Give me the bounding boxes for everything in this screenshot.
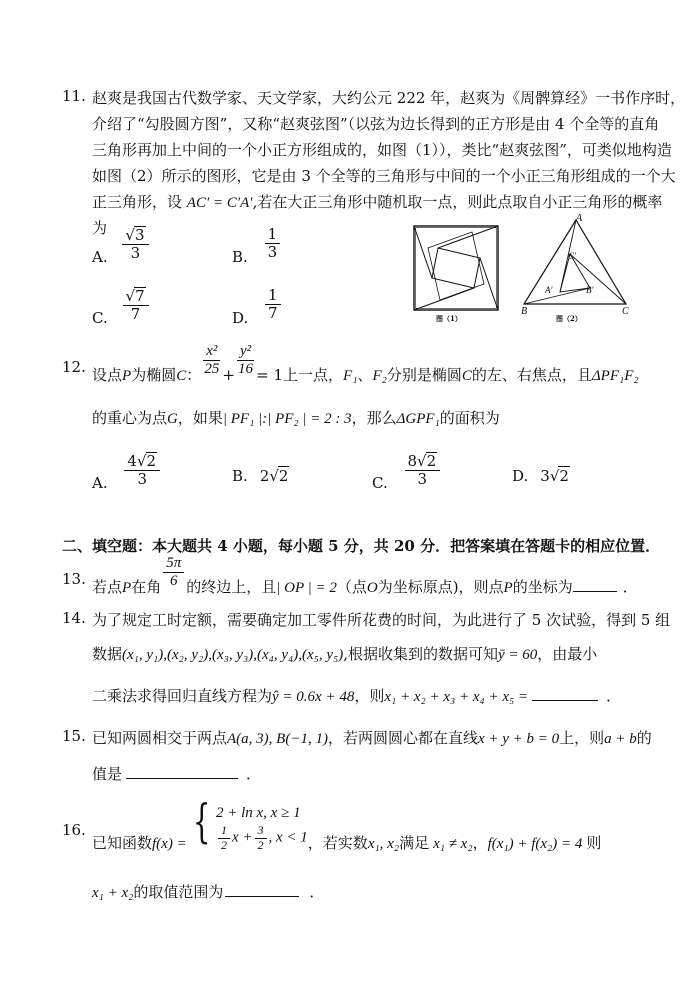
q14-number: 14. <box>62 609 86 627</box>
q11-line-5: 正三角形，设 AC′ = C′A′,若在大正三角形中随机取一点，则此点取自小正三角形的概率 <box>92 193 663 211</box>
q11-option-c: C. $\frac{√7}{7}$ <box>92 287 151 324</box>
q12-option-d: D. 3√2 <box>512 467 569 485</box>
q15-line-2: 值是 ． <box>92 765 262 783</box>
figure-2-label-c-prime: C′ <box>568 251 576 261</box>
q11-option-a: A. $\frac{√3}{3}$ <box>92 226 151 263</box>
q12-number: 12. <box>62 358 86 376</box>
q16-case-2: $\frac{1}{2}$ x + $\frac{3}{2}$ , x < 1 <box>216 824 308 853</box>
figure-2-label-a: A <box>576 213 583 224</box>
q11-line-4: 如图（2）所示的图形，它是由 3 个全等的三角形与中间的一个小正三角形组成的一个大 <box>92 167 676 185</box>
q14-line-2: 数据(x₁, y₁),(x₂, y₂),(x₃, y₃),(x₄, y₄),(x₅, y₅),根据收集到的数据可知ȳ = 60，由最小 <box>92 645 598 663</box>
section-2-header: 二、填空题：本大题共 4 小题，每小题 5 分，共 20 分．把答案填在答题卡的相应位置． <box>62 537 661 555</box>
q11-line-1: 赵爽是我国古代数学家、天文学家，大约公元 222 年，赵爽为《周髀算经》一书作序时， <box>92 89 686 107</box>
q16-line-2: x₁ + x₂的取值范围为 ． <box>92 883 325 901</box>
q12-option-a: A. $\frac{4√2}{3}$ <box>92 452 162 489</box>
q16-line-1: 已知函数f(x) = { 2 + ln x, x ≥ 1 $\frac{1}{2}$ x + $\frac{3}{2}$ , x < 1 ，若实数x₁, x₂满足 x₁ ≠ x₂，f(x₁) + f(x₂) = 4 则 <box>92 794 602 852</box>
q15-number: 15. <box>62 727 86 745</box>
figure-2-label-a-prime: A′ <box>545 285 553 295</box>
q12-line-2: 的重心为点G，如果| PF₁ |:| PF₂ | = 2 : 3，那么ΔGPF₁的面积为 <box>92 409 500 427</box>
figure-2-label-b-prime: B′ <box>586 285 594 295</box>
q11-option-b: B. $\frac{1}{3}$ <box>232 226 282 262</box>
q14-line-3: 二乘法求得回归直线方程为ŷ = 0.6x + 48，则x₁ + x₂ + x₃ + x₄ + x₅ = ． <box>92 687 622 705</box>
q16-case-1: 2 + ln x, x ≥ 1 <box>215 805 301 821</box>
figure-1-caption: 图（1） <box>436 314 462 323</box>
figure-2-caption: 图（2） <box>556 314 582 323</box>
figure-2-triangle <box>516 212 636 318</box>
q12-option-b: B. 2√2 <box>232 467 289 485</box>
q13-answer-blank <box>573 577 617 592</box>
q16-number: 16. <box>62 821 86 839</box>
q11-line-3: 三角形再加上中间的一个小正方形组成的，如图（1）），类比“赵爽弦图”，可类似地构造 <box>92 141 672 159</box>
figure-1-zhao-square <box>410 222 502 314</box>
q14-line-1: 为了规定工时定额，需要确定加工零件所花费的时间，为此进行了 5 次试验，得到 5 组 <box>92 611 671 629</box>
q14-answer-blank <box>532 686 598 701</box>
q11-line-6: 为 <box>92 219 108 237</box>
q11-number: 11. <box>62 87 86 105</box>
q12-option-c: C. $\frac{8√2}{3}$ <box>372 452 442 489</box>
q13-line: 若点P在角 $\frac{5\pi}{6}$ 的终边上，且| OP | = 2（点O为坐标原点)，则点P的坐标为 ． <box>92 555 638 596</box>
figure-2-label-c: C <box>622 306 629 317</box>
q11-line-2: 介绍了“勾股圆方图”，又称“赵爽弦图”（以弦为边长得到的正方形是由 4 个全等的直角 <box>92 115 660 133</box>
q15-answer-blank <box>126 764 238 779</box>
q13-number: 13. <box>62 570 86 588</box>
q11-option-d: D. $\frac{1}{7}$ <box>232 287 283 323</box>
q12-line-1: 设点P为椭圆C： $\frac{\text{x²}}{25}$ + $\frac{\text{y²}}{16}$ = 1上一点，F₁、F₂分别是椭圆C的左、右焦点，且ΔPF₁F₂ <box>92 343 639 384</box>
figure-2-label-b: B <box>521 306 528 317</box>
q16-answer-blank <box>225 882 299 897</box>
q15-line-1: 已知两圆相交于两点A(a, 3), B(−1, 1)，若两圆圆心都在直线x + y + b = 0上，则a + b的 <box>92 729 652 747</box>
